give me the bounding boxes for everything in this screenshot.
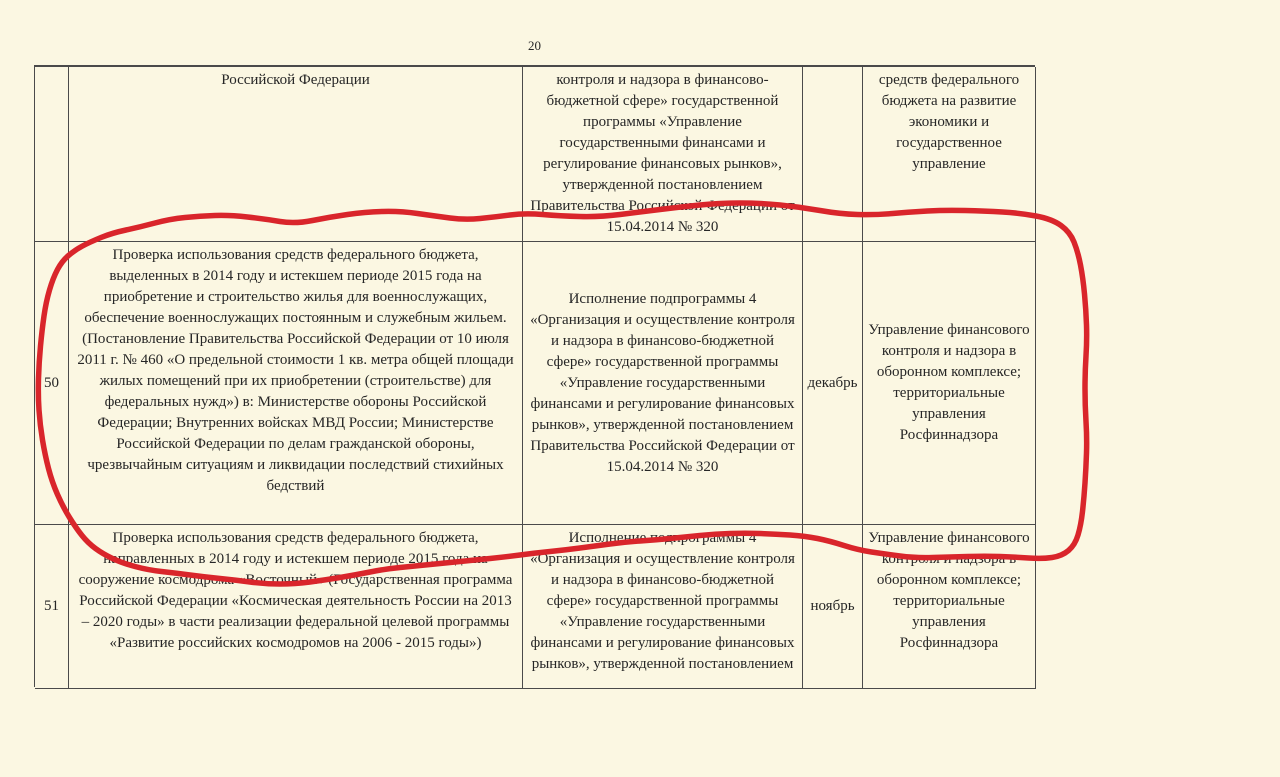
cell-row51-activity: Проверка использования средств федерального бюджета, направленных в 2014 году и истекшем периоде 2015 года на сооружение космодрома «Восточный» (Государственная программа Российской Федерации «Космическая деятельность России на 2013 – 2020 годы» в части реализации федеральной целевой программы «Развитие российских космодромов на 2006 - 2015 годы») [69, 525, 523, 689]
cell-row51-performer: Управление финансового контроля и надзора в оборонном комплексе; территориальные управления Росфиннадзора [863, 525, 1036, 689]
cell-row50-activity: Проверка использования средств федерального бюджета, выделенных в 2014 году и истекшем периоде 2015 года на приобретение и строительство жилья для военнослужащих, обеспечение военнослужащих постоянным и служебным жильем. (Постановление Правительства Российской Федерации от 10 июля 2011 г. № 460 «О предельной стоимости 1 кв. метра общей площади жилых помещений при их приобретении (строительстве) для федеральных нужд») в: Министерстве обороны Российской Федерации; Внутренних войсках МВД России; Министерстве Российской Федерации по делам гражданской обороны, чрезвычайным ситуациям и ликвидации последствий стихийных бедствий [69, 242, 523, 525]
cell-row50-month: декабрь [803, 242, 863, 525]
cell-row51-program: Исполнение подпрограммы 4 «Организация и осуществление контроля и надзора в финансово-бюджетной сфере» государственной программы «Управление государственными финансами и регулирование финансовых рынков», утвержденной постановлением [523, 525, 803, 689]
audit-plan-table [34, 65, 1035, 687]
cell-carry-activity: Российской Федерации [69, 67, 523, 242]
cell-carry-number [35, 67, 69, 242]
page-number: 20 [528, 38, 541, 53]
cell-row51-number: 51 [35, 525, 69, 689]
cell-carry-program: контроля и надзора в финансово-бюджетной сфере» государственной программы «Управление государственными финансами и регулирование финансовых рынков», утвержденной постановлением Правительства Российской Федерации от 15.04.2014 № 320 [523, 67, 803, 242]
cell-carry-performer: средств федерального бюджета на развитие экономики и государственное управление [863, 67, 1036, 242]
cell-row51-month: ноябрь [803, 525, 863, 689]
cell-row50-program: Исполнение подпрограммы 4 «Организация и осуществление контроля и надзора в финансово-бюджетной сфере» государственной программы «Управление государственными финансами и регулирование финансовых рынков», утвержденной постановлением Правительства Российской Федерации от 15.04.2014 № 320 [523, 242, 803, 525]
cell-row50-performer: Управление финансового контроля и надзора в оборонном комплексе; территориальные управления Росфиннадзора [863, 242, 1036, 525]
cell-carry-month [803, 67, 863, 242]
cell-row50-number: 50 [35, 242, 69, 525]
